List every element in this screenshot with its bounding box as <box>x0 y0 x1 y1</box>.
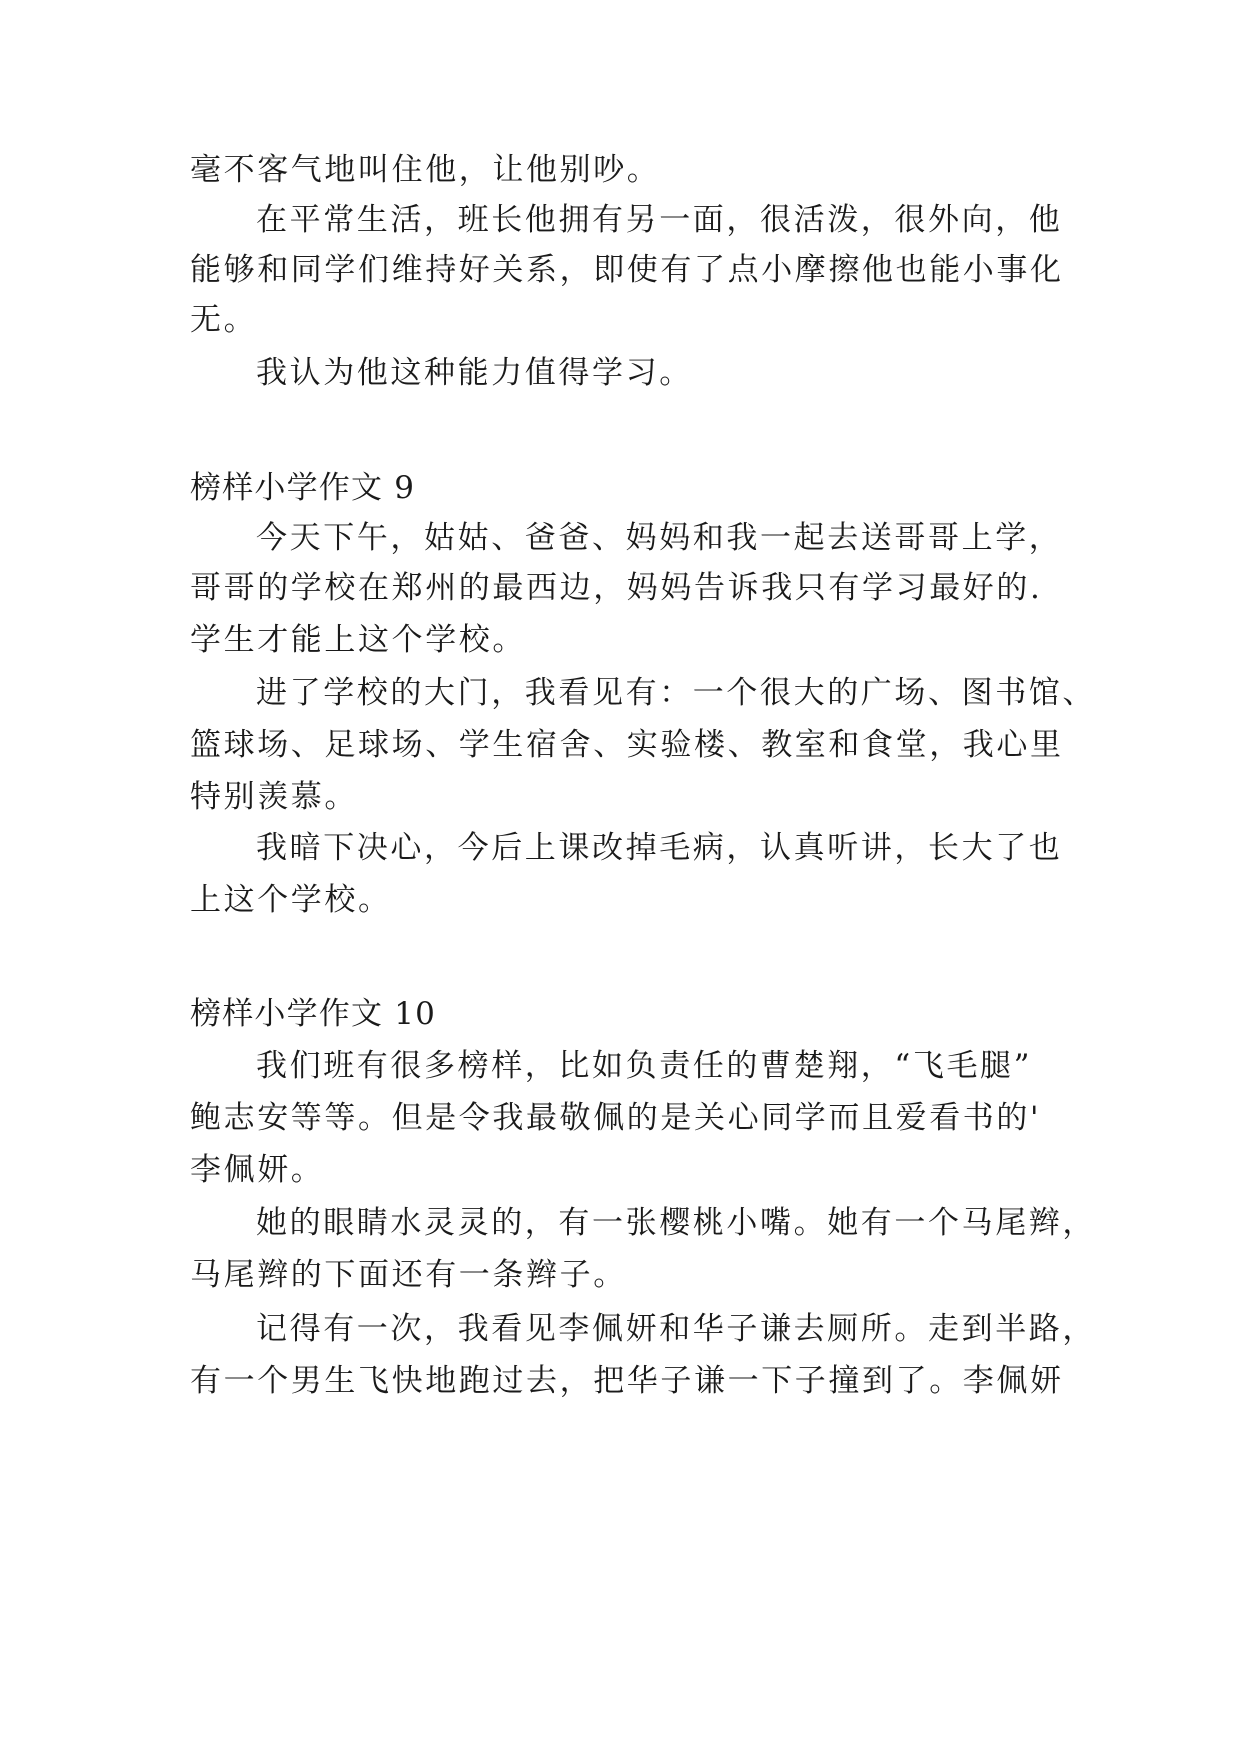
text-line: 哥哥的学校在郑州的最西边，妈妈告诉我只有学习最好的. <box>190 570 1043 606</box>
text-line: 上这个学校。 <box>190 882 392 918</box>
text-line: 马尾辫的下面还有一条辫子。 <box>190 1257 627 1293</box>
paragraph-first-line: 记得有一次，我看见李佩妍和华子谦去厕所。走到半路， <box>256 1311 1096 1347</box>
section-heading: 榜样小学作文 10 <box>190 996 437 1032</box>
text-line: 特别羡慕。 <box>190 779 358 815</box>
paragraph-first-line: 进了学校的大门，我看见有：一个很大的广场、图书馆、 <box>256 675 1096 711</box>
paragraph-first-line: 她的眼睛水灵灵的，有一张樱桃小嘴。她有一个马尾辫， <box>256 1205 1096 1241</box>
text-line: 毫不客气地叫住他，让他别吵。 <box>190 152 661 188</box>
text-line: 篮球场、足球场、学生宿舍、实验楼、教室和食堂，我心里 <box>190 727 1064 763</box>
paragraph-first-line: 我认为他这种能力值得学习。 <box>256 355 693 391</box>
text-line: 李佩妍。 <box>190 1152 325 1188</box>
paragraph-first-line: 今天下午，姑姑、爸爸、妈妈和我一起去送哥哥上学， <box>256 520 1063 556</box>
text-line: 无。 <box>190 302 258 338</box>
text-line: 鲍志安等等。但是令我最敬佩的是关心同学而且爱看书的' <box>190 1100 1042 1136</box>
paragraph-first-line: 我暗下决心，今后上课改掉毛病，认真听讲，长大了也 <box>256 830 1063 866</box>
paragraph-first-line: 在平常生活，班长他拥有另一面，很活泼，很外向，他 <box>256 202 1063 238</box>
text-line: 能够和同学们维持好关系，即使有了点小摩擦他也能小事化 <box>190 252 1064 288</box>
text-line: 学生才能上这个学校。 <box>190 622 526 658</box>
text-line: 有一个男生飞快地跑过去，把华子谦一下子撞到了。李佩妍 <box>190 1363 1064 1399</box>
section-heading: 榜样小学作文 9 <box>190 470 416 506</box>
paragraph-first-line: 我们班有很多榜样，比如负责任的曹楚翔，“飞毛腿” <box>256 1048 1033 1084</box>
